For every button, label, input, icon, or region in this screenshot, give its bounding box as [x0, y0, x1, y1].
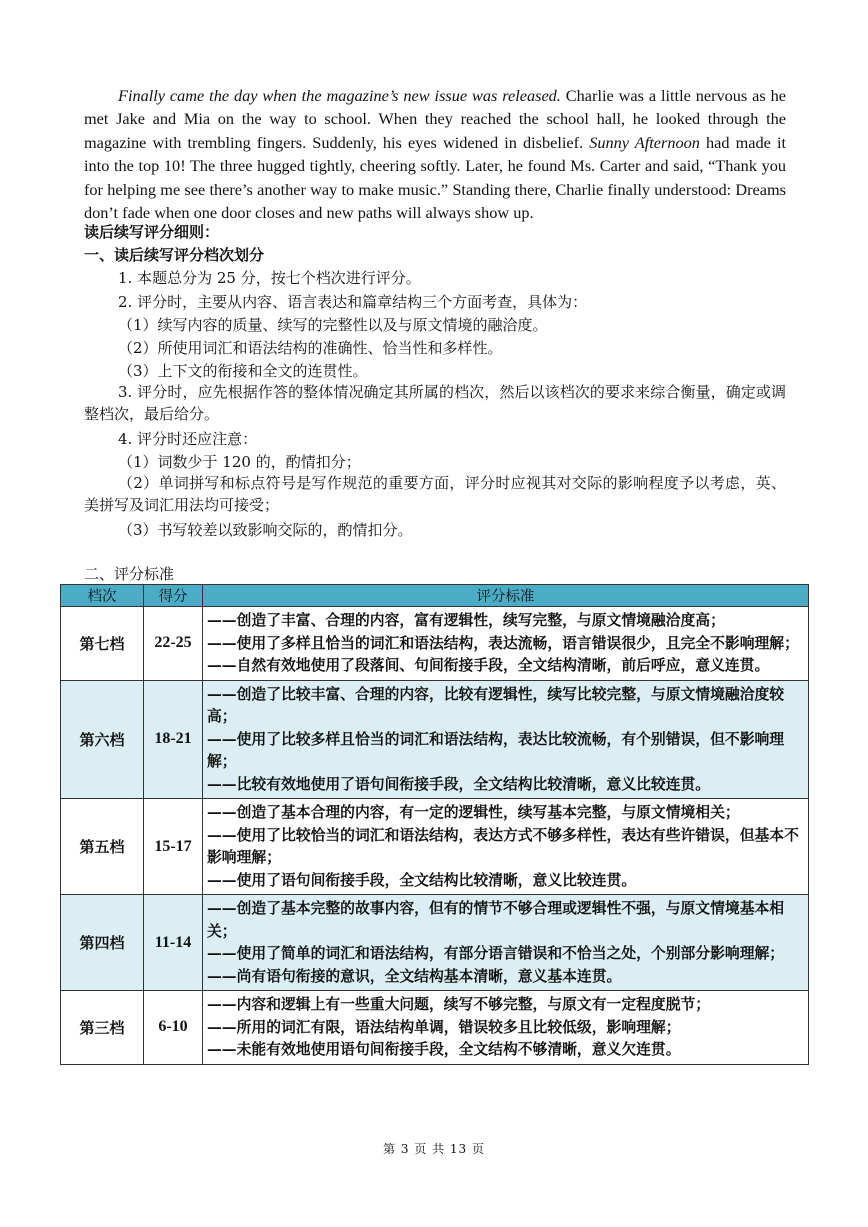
criteria-cell	[203, 607, 809, 681]
criteria-line: ——尚有语句衔接的意识，全文结构基本清晰，意义基本连贯。	[207, 967, 622, 985]
level-cell: 第五档	[61, 799, 144, 895]
criteria-line: ——使用了比较多样且恰当的词汇和语法结构，表达比较流畅，有个别错误，但不影响理解；	[207, 730, 785, 770]
rule-item-2: 2. 评分时，主要从内容、语言表达和篇章结构三个方面考查，具体为：	[118, 293, 588, 311]
criteria-line: ——所用的词汇有限，语法结构单调，错误较多且比较低级，影响理解；	[207, 1018, 681, 1036]
level-cell: 第七档	[61, 607, 144, 681]
header-criteria: 评分标准	[203, 585, 809, 607]
header-level: 档次	[61, 585, 144, 607]
scoring-table	[60, 584, 809, 1065]
level-cell: 第三档	[61, 991, 144, 1065]
rule-item-1: 1. 本题总分为 25 分，按七个档次进行评分。	[118, 269, 421, 287]
table-row	[61, 991, 809, 1065]
story-song-title: Sunny Afternoon	[589, 132, 700, 152]
criteria-line: ——比较有效地使用了语句间衔接手段，全文结构比较清晰，意义比较连贯。	[207, 775, 711, 793]
criteria-line: ——使用了比较恰当的词汇和语法结构，表达方式不够多样性，表达有些许错误，但基本不影响理解；	[207, 826, 799, 866]
criteria-line: ——未能有效地使用语句间衔接手段，全文结构不够清晰，意义欠连贯。	[207, 1041, 681, 1058]
criteria-line: ——创造了基本完整的故事内容，但有的情节不够合理或逻辑性不强，与原文情境基本相关；	[207, 900, 785, 940]
story-text-2: had made it into the top 10! The three hugged tightly, cheering softly. Later, he found Ms. Carter and said, “Thank you for helping me see there’s another way to make music.” Standing there, Charlie finally understood: Dreams don’t fade when one door closes and new paths will always show up.	[84, 132, 786, 223]
criteria-line: ——使用了语句间衔接手段，全文结构比较清晰，意义比较连贯。	[207, 871, 637, 889]
score-cell: 6-10	[144, 991, 203, 1065]
score-cell: 22-25	[144, 607, 203, 681]
criteria-line: ——创造了丰富、合理的内容，富有逻辑性，续写完整，与原文情境融洽度高；	[207, 612, 725, 629]
criteria-line: ——创造了基本合理的内容，有一定的逻辑性，续写基本完整，与原文情境相关；	[207, 804, 740, 821]
criteria-cell	[203, 680, 809, 799]
rule-item-2-sub-3: （3）上下文的衔接和全文的连贯性。	[118, 362, 368, 380]
criteria-cell	[203, 799, 809, 895]
table-row	[61, 895, 809, 991]
level-cell: 第六档	[61, 680, 144, 799]
criteria-line: ——使用了简单的词汇和语法结构，有部分语言错误和不恰当之处，个别部分影响理解；	[207, 945, 785, 962]
table-row	[61, 680, 809, 799]
criteria-cell	[203, 991, 809, 1065]
score-cell: 11-14	[144, 895, 203, 991]
criteria-line: ——使用了多样且恰当的词汇和语法结构，表达流畅，语言错误很少，且完全不影响理解；	[207, 634, 799, 652]
criteria-line: ——自然有效地使用了段落间、句间衔接手段，全文结构清晰，前后呼应，意义连贯。	[207, 657, 770, 674]
table-row	[61, 607, 809, 681]
rule-item-2-sub-2: （2）所使用词汇和语法结构的准确性、恰当性和多样性。	[118, 339, 503, 357]
story-paragraph	[84, 84, 786, 224]
table-row	[61, 799, 809, 895]
story-text-1: Charlie was a little nervous as he met Jake and Mia on the way to school. When they reached the school hall, he looked through the magazine with trembling fingers. Suddenly, his eyes widened in disbelief.	[84, 86, 787, 152]
section2-heading: 二、评分标准	[84, 565, 175, 583]
table-header-row	[61, 585, 809, 607]
criteria-line: ——内容和逻辑上有一些重大问题，续写不够完整，与原文有一定程度脱节；	[207, 996, 711, 1013]
header-score: 得分	[144, 585, 203, 607]
rule-item-4-sub-1: （1）词数少于 120 的，酌情扣分；	[118, 453, 361, 471]
rule-item-4-sub-3: （3）书写较差以致影响交际的，酌情扣分。	[118, 521, 413, 539]
criteria-cell	[203, 895, 809, 991]
rubric-title: 读后续写评分细则：	[84, 223, 220, 241]
criteria-line: ——创造了比较丰富、合理的内容，比较有逻辑性，续写比较完整，与原文情境融洽度较高；	[207, 685, 785, 725]
story-lead-italic: Finally came the day when the magazine’s new issue was released.	[118, 86, 561, 105]
score-cell: 18-21	[144, 680, 203, 799]
rule-item-4: 4. 评分时还应注意：	[118, 430, 258, 448]
score-cell: 15-17	[144, 799, 203, 895]
rule-item-4-sub-2: （2）单词拼写和标点符号是写作规范的重要方面，评分时应视其对交际的影响程度予以考虑，英、美拼写及词汇用法均可接受；	[84, 474, 786, 514]
level-cell: 第四档	[61, 895, 144, 991]
rule-item-2-sub-1: （1）续写内容的质量、续写的完整性以及与原文情境的融洽度。	[118, 316, 548, 334]
section1-heading: 一、读后续写评分档次划分	[84, 246, 265, 264]
page-footer: 第 3 页 共 13 页	[383, 1142, 485, 1156]
rule-item-3: 3. 评分时，应先根据作答的整体情况确定其所属的档次，然后以该档次的要求来综合衡量，确定或调整档次，最后给分。	[84, 383, 786, 423]
